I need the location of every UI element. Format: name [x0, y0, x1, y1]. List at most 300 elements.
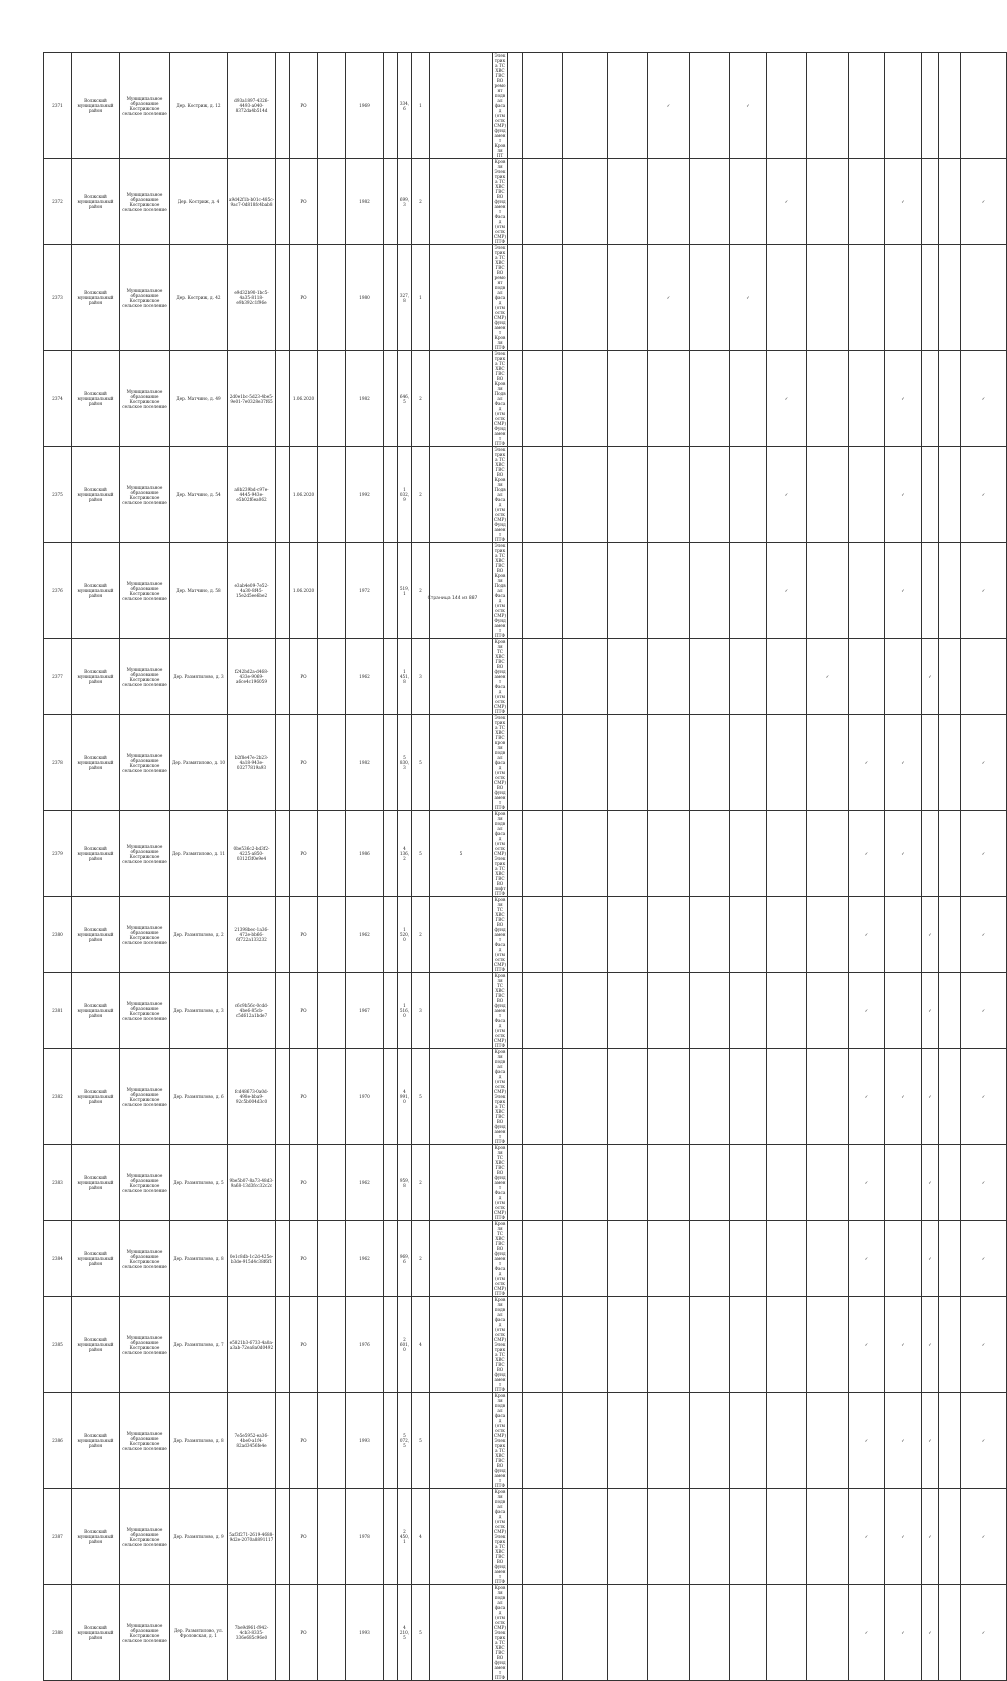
extra-cell: [430, 159, 493, 245]
empty-cell: [276, 53, 290, 159]
house-code-cell: d93a1897-4326-4493-a040-8372da4b514d: [228, 53, 276, 159]
check-cell: [939, 1585, 961, 1681]
page-number: Страница 144 из 887: [427, 596, 478, 601]
empty-cell: [276, 543, 290, 639]
check-cell: [939, 1393, 961, 1489]
check-cell: [939, 543, 961, 639]
empty-cell: [276, 351, 290, 447]
check-cell: [767, 1049, 807, 1145]
check-cell: ✓: [849, 1145, 885, 1221]
check-cell: [807, 715, 849, 811]
empty-cell: [318, 715, 346, 811]
check-cell: ✓: [961, 1221, 1007, 1297]
settlement-cell: Муниципальное образование Кострижское сельское поселение: [120, 897, 170, 973]
check-cell: [608, 543, 648, 639]
check-cell: [508, 245, 523, 351]
check-cell: ✓: [767, 351, 807, 447]
check-cell: [849, 447, 885, 543]
extra-cell: [430, 1585, 493, 1681]
check-cell: [690, 1049, 730, 1145]
address-cell: Дер. Матчино, д. 58: [170, 543, 228, 639]
check-cell: [885, 639, 922, 715]
empty-cell: [384, 1221, 398, 1297]
district-cell: Волжский муниципальный район: [72, 1585, 120, 1681]
check-cell: ✓: [849, 1393, 885, 1489]
check-cell: [885, 53, 922, 159]
check-cell: [523, 1221, 563, 1297]
check-cell: [690, 543, 730, 639]
check-cell: ✓: [961, 351, 1007, 447]
address-cell: Дер. Матчино, д. 54: [170, 447, 228, 543]
year-cell: 1962: [346, 1221, 384, 1297]
empty-cell: [318, 1049, 346, 1145]
check-cell: [508, 639, 523, 715]
check-cell: [767, 1221, 807, 1297]
check-cell: [648, 639, 690, 715]
check-cell: [849, 245, 885, 351]
floors-cell: 5: [412, 715, 430, 811]
check-cell: [690, 351, 730, 447]
check-cell: ✓: [922, 639, 939, 715]
check-cell: ✓: [767, 159, 807, 245]
check-cell: [690, 897, 730, 973]
check-cell: [767, 715, 807, 811]
check-cell: [563, 53, 608, 159]
check-cell: [922, 53, 939, 159]
check-cell: [961, 245, 1007, 351]
address-cell: Дер. Размятилово, д. 2: [170, 897, 228, 973]
work-list-cell: Кровля ТС ХВС ГВС ВО фундамент Фасад (отмостк СМР) ПТФ: [494, 639, 506, 714]
check-cell: [523, 897, 563, 973]
empty-cell: [318, 1145, 346, 1221]
check-cell: [730, 543, 767, 639]
work-list-cell: Кровля ТС ХВС ГВС ВО фундамент Фасад (отмостк СМР) ПТФ: [494, 1221, 506, 1296]
check-cell: [730, 351, 767, 447]
check-cell: [767, 973, 807, 1049]
check-cell: [767, 897, 807, 973]
check-cell: [608, 447, 648, 543]
fund-cell: РО: [290, 1049, 318, 1145]
check-cell: [523, 1585, 563, 1681]
check-cell: [690, 159, 730, 245]
empty-cell: [384, 973, 398, 1049]
empty-cell: [276, 1297, 290, 1393]
check-cell: ✓: [922, 1585, 939, 1681]
check-cell: [648, 1585, 690, 1681]
check-cell: [523, 973, 563, 1049]
check-cell: [508, 159, 523, 245]
check-cell: [648, 543, 690, 639]
empty-cell: [384, 447, 398, 543]
empty-cell: [318, 1489, 346, 1585]
check-cell: ✓: [849, 1297, 885, 1393]
check-cell: [608, 1049, 648, 1145]
settlement-cell: Муниципальное образование Кострижское сельское поселение: [120, 715, 170, 811]
extra-cell: 5: [430, 811, 493, 897]
empty-cell: [318, 159, 346, 245]
check-cell: [563, 447, 608, 543]
check-cell: ✓: [849, 811, 885, 897]
fund-cell: РО: [290, 1221, 318, 1297]
check-cell: [807, 351, 849, 447]
work-list-cell: Кровля подвал фасад (отмостк СМР) Электрика ТС ХВС ГВС ВО фундамент ПТФ: [494, 1049, 506, 1144]
empty-cell: [384, 351, 398, 447]
check-cell: ✓: [885, 447, 922, 543]
check-cell: ✓: [922, 1393, 939, 1489]
check-cell: [939, 1297, 961, 1393]
check-cell: [690, 1145, 730, 1221]
empty-cell: [384, 53, 398, 159]
house-code-cell: 5af3f271-2619-4688-9d2e-2070a8891117: [228, 1489, 276, 1585]
address-cell: Дер. Размятилово, д. 9: [170, 1489, 228, 1585]
empty-cell: [318, 245, 346, 351]
check-cell: [690, 1489, 730, 1585]
year-cell: 1986: [346, 811, 384, 897]
empty-cell: [318, 897, 346, 973]
row-number: 2374: [44, 351, 72, 447]
work-list-cell: Электрика ТС ХВС ГВС ВО Кровля Подвал Фасад (отмостк СМР) Фундамент ПТФ: [494, 447, 506, 542]
check-cell: [767, 1297, 807, 1393]
extra-cell: [430, 1145, 493, 1221]
area-cell: 2 601,0: [398, 1297, 412, 1393]
house-code-cell: a8b239bd-c97e-4445-943e-e5b02f6ea062: [228, 447, 276, 543]
settlement-cell: Муниципальное образование Кострижское сельское поселение: [120, 159, 170, 245]
district-cell: Волжский муниципальный район: [72, 447, 120, 543]
settlement-cell: Муниципальное образование Кострижское сельское поселение: [120, 53, 170, 159]
work-list-cell: Кровля ТС ХВС ГВС ВО фундамент Фасад (отмостк СМР) ПТФ: [494, 897, 506, 972]
extra-cell: [430, 53, 493, 159]
settlement-cell: Муниципальное образование Кострижское сельское поселение: [120, 1585, 170, 1681]
check-cell: [730, 715, 767, 811]
empty-cell: [276, 1221, 290, 1297]
district-cell: Волжский муниципальный район: [72, 897, 120, 973]
floors-cell: 1: [412, 245, 430, 351]
check-cell: [508, 351, 523, 447]
district-cell: Волжский муниципальный район: [72, 1489, 120, 1585]
check-cell: [807, 245, 849, 351]
settlement-cell: Муниципальное образование Кострижское сельское поселение: [120, 811, 170, 897]
check-cell: [849, 159, 885, 245]
address-cell: Дер. Размятилово, д. 3: [170, 973, 228, 1049]
work-list-cell: Электрика ТС ХВС ГВС ВО Кровля Подвал Фасад (отмостк СМР) Фундамент ПТФ: [494, 351, 506, 446]
check-cell: ✓: [767, 543, 807, 639]
house-code-cell: f242bd2a-d468-433e-9069-a6ce4c196059: [228, 639, 276, 715]
check-cell: [608, 1393, 648, 1489]
check-cell: [523, 543, 563, 639]
extra-cell: [430, 1489, 493, 1585]
check-cell: ✓: [922, 1221, 939, 1297]
empty-cell: [384, 159, 398, 245]
check-cell: ✓: [961, 159, 1007, 245]
check-cell: [608, 1297, 648, 1393]
check-cell: [939, 159, 961, 245]
check-cell: [922, 447, 939, 543]
check-cell: [690, 447, 730, 543]
row-number: 2387: [44, 1489, 72, 1585]
empty-cell: [384, 715, 398, 811]
check-cell: [922, 245, 939, 351]
year-cell: 1993: [346, 1393, 384, 1489]
empty-cell: [276, 1049, 290, 1145]
check-cell: [563, 1393, 608, 1489]
empty-cell: [318, 1393, 346, 1489]
address-cell: Дер. Матчино, д. 49: [170, 351, 228, 447]
district-cell: Волжский муниципальный район: [72, 53, 120, 159]
fund-cell: РО: [290, 53, 318, 159]
check-cell: [690, 973, 730, 1049]
row-number: 2372: [44, 159, 72, 245]
check-cell: [849, 543, 885, 639]
check-cell: [807, 1221, 849, 1297]
check-cell: ✓: [922, 897, 939, 973]
check-cell: [939, 1049, 961, 1145]
table-row: [44, 811, 1007, 897]
empty-cell: [318, 53, 346, 159]
empty-cell: [318, 351, 346, 447]
floors-cell: 3: [412, 639, 430, 715]
empty-cell: [384, 1297, 398, 1393]
address-cell: Дер. Размятилово, д. 3: [170, 639, 228, 715]
check-cell: [563, 245, 608, 351]
check-cell: [807, 159, 849, 245]
check-cell: [563, 1049, 608, 1145]
check-cell: ✓: [885, 1049, 922, 1145]
row-number: 2373: [44, 245, 72, 351]
year-cell: 1993: [346, 1585, 384, 1681]
extra-cell: [430, 543, 493, 639]
year-cell: 1976: [346, 1297, 384, 1393]
empty-cell: [318, 1221, 346, 1297]
table-row: [44, 715, 1007, 811]
empty-cell: [318, 811, 346, 897]
check-cell: ✓: [885, 159, 922, 245]
check-cell: [563, 1297, 608, 1393]
check-cell: ✓: [849, 1049, 885, 1145]
address-cell: Дер. Размятилово, д. 11: [170, 811, 228, 897]
district-cell: Волжский муниципальный район: [72, 1145, 120, 1221]
row-number: 2386: [44, 1393, 72, 1489]
year-cell: 1970: [346, 1049, 384, 1145]
extra-cell: [430, 973, 493, 1049]
address-cell: Дер. Размятилово, д. 8: [170, 1393, 228, 1489]
check-cell: [648, 811, 690, 897]
check-cell: [563, 1585, 608, 1681]
fund-cell: РО: [290, 1145, 318, 1221]
fund-cell: РО: [290, 897, 318, 973]
check-cell: [807, 447, 849, 543]
check-cell: ✓: [961, 1393, 1007, 1489]
check-cell: [508, 1145, 523, 1221]
register-rows: [44, 53, 1007, 1681]
check-cell: ✓: [885, 811, 922, 897]
check-cell: [807, 1049, 849, 1145]
year-cell: 1992: [346, 447, 384, 543]
check-cell: [690, 1585, 730, 1681]
fund-cell: РО: [290, 1297, 318, 1393]
check-cell: [767, 1145, 807, 1221]
check-cell: ✓: [885, 543, 922, 639]
work-list-cell: Электрика ТС ХВС ГВС кровля подвал фасад (отмостк СМР) ВО фундамент ПТФ: [494, 715, 506, 810]
row-number: 2379: [44, 811, 72, 897]
empty-cell: [384, 1585, 398, 1681]
table-row: [44, 53, 1007, 159]
row-number: 2384: [44, 1221, 72, 1297]
district-cell: Волжский муниципальный район: [72, 1297, 120, 1393]
check-cell: ✓: [648, 53, 690, 159]
row-number: 2375: [44, 447, 72, 543]
area-cell: 959,8: [398, 1145, 412, 1221]
check-cell: [922, 543, 939, 639]
fund-cell: РО: [290, 973, 318, 1049]
check-cell: [730, 897, 767, 973]
check-cell: [730, 1221, 767, 1297]
table-row: [44, 351, 1007, 447]
district-cell: Волжский муниципальный район: [72, 351, 120, 447]
check-cell: [508, 447, 523, 543]
empty-cell: [276, 447, 290, 543]
empty-cell: [318, 543, 346, 639]
check-cell: ✓: [849, 1489, 885, 1585]
address-cell: Дер. Размятилово, д. 6: [170, 1049, 228, 1145]
fund-cell: РО: [290, 639, 318, 715]
check-cell: [523, 1297, 563, 1393]
empty-cell: [276, 1145, 290, 1221]
check-cell: [563, 973, 608, 1049]
check-cell: [563, 639, 608, 715]
check-cell: ✓: [922, 1489, 939, 1585]
settlement-cell: Муниципальное образование Кострижское сельское поселение: [120, 1489, 170, 1585]
empty-cell: [384, 639, 398, 715]
extra-cell: [430, 1049, 493, 1145]
empty-cell: [276, 159, 290, 245]
empty-cell: [276, 811, 290, 897]
check-cell: [508, 543, 523, 639]
extra-cell: [430, 1297, 493, 1393]
house-code-cell: fcd48673-0a0d-498e-bba9-92c5b004d3c0: [228, 1049, 276, 1145]
check-cell: [885, 1221, 922, 1297]
check-cell: [523, 811, 563, 897]
check-cell: [608, 245, 648, 351]
row-number: 2385: [44, 1297, 72, 1393]
check-cell: ✓: [922, 1297, 939, 1393]
check-cell: ✓: [807, 639, 849, 715]
check-cell: [523, 1489, 563, 1585]
table-row: [44, 1221, 1007, 1297]
check-cell: ✓: [961, 1145, 1007, 1221]
check-cell: [523, 245, 563, 351]
check-cell: [690, 1297, 730, 1393]
extra-cell: [430, 715, 493, 811]
address-cell: Дер. Костриж, д. 4: [170, 159, 228, 245]
fund-cell: РО: [290, 159, 318, 245]
house-code-cell: 7e5e5952-ea36-4be0-a1f4-82ad3456fe4e: [228, 1393, 276, 1489]
check-cell: ✓: [648, 245, 690, 351]
house-code-cell: a9d42f1b-b01c-485c-9ac7-0d818fc4bab8: [228, 159, 276, 245]
check-cell: [508, 1221, 523, 1297]
empty-cell: [318, 447, 346, 543]
house-code-cell: 7be9d961-f942-4cb3-8335-336e685c96e0: [228, 1585, 276, 1681]
area-cell: 4 136,2: [398, 811, 412, 897]
house-code-cell: c6c9b56c-0cdd-4be6-85cb-c5d612a1bde7: [228, 973, 276, 1049]
check-cell: [690, 245, 730, 351]
table-row: [44, 245, 1007, 351]
check-cell: [767, 245, 807, 351]
area-cell: 5 072,5: [398, 1393, 412, 1489]
check-cell: ✓: [961, 897, 1007, 973]
check-cell: [939, 715, 961, 811]
check-cell: [563, 715, 608, 811]
check-cell: [608, 811, 648, 897]
check-cell: [508, 811, 523, 897]
check-cell: [563, 351, 608, 447]
table-row: [44, 447, 1007, 543]
check-cell: [563, 1489, 608, 1585]
row-number: 2388: [44, 1585, 72, 1681]
empty-cell: [384, 543, 398, 639]
check-cell: ✓: [730, 245, 767, 351]
check-cell: [563, 1221, 608, 1297]
check-cell: [939, 53, 961, 159]
empty-cell: [276, 973, 290, 1049]
check-cell: [922, 811, 939, 897]
empty-cell: [384, 1049, 398, 1145]
check-cell: [807, 1393, 849, 1489]
check-cell: [807, 1297, 849, 1393]
register-table: [43, 52, 1007, 1681]
fund-cell: 1.06.2020: [290, 351, 318, 447]
check-cell: [961, 53, 1007, 159]
work-list-cell: Кровля ТС ХВС ГВС ВО фундамент Фасад (отмостк СМР) ПТФ: [494, 973, 506, 1048]
check-cell: ✓: [849, 897, 885, 973]
check-cell: [508, 1489, 523, 1585]
extra-cell: [430, 351, 493, 447]
area-cell: 519,1: [398, 543, 412, 639]
settlement-cell: Муниципальное образование Кострижское сельское поселение: [120, 543, 170, 639]
year-cell: 1972: [346, 543, 384, 639]
check-cell: [939, 973, 961, 1049]
check-cell: [648, 1297, 690, 1393]
district-cell: Волжский муниципальный район: [72, 543, 120, 639]
district-cell: Волжский муниципальный район: [72, 1393, 120, 1489]
check-cell: [648, 897, 690, 973]
check-cell: [690, 53, 730, 159]
work-list-cell: Кровля ТС ХВС ГВС ВО фундамент Фасад (отмостк СМР) ПТФ: [494, 1145, 506, 1220]
house-code-cell: 9be5b07-8a73-48d3-9a68-13d3fcc32c2c: [228, 1145, 276, 1221]
check-cell: [508, 53, 523, 159]
check-cell: [939, 1221, 961, 1297]
area-cell: 1 032,9: [398, 447, 412, 543]
check-cell: ✓: [961, 1585, 1007, 1681]
year-cell: 1978: [346, 1489, 384, 1585]
floors-cell: 4: [412, 1297, 430, 1393]
empty-cell: [276, 897, 290, 973]
fund-cell: РО: [290, 1489, 318, 1585]
check-cell: [730, 639, 767, 715]
row-number: 2377: [44, 639, 72, 715]
settlement-cell: Муниципальное образование Кострижское сельское поселение: [120, 447, 170, 543]
check-cell: [608, 159, 648, 245]
check-cell: [807, 811, 849, 897]
check-cell: [508, 1049, 523, 1145]
check-cell: [730, 447, 767, 543]
year-cell: 1969: [346, 53, 384, 159]
work-list-cell: Кровля подвал фасад (отмостк СМР) Электрика ТС ХВС ГВС ВО фундамент ПТФ: [494, 1585, 506, 1680]
check-cell: [648, 1049, 690, 1145]
address-cell: Дер. Размятилово, ул. Фроловская, д. 1: [170, 1585, 228, 1681]
check-cell: [807, 1585, 849, 1681]
fund-cell: РО: [290, 1585, 318, 1681]
check-cell: ✓: [922, 1049, 939, 1145]
